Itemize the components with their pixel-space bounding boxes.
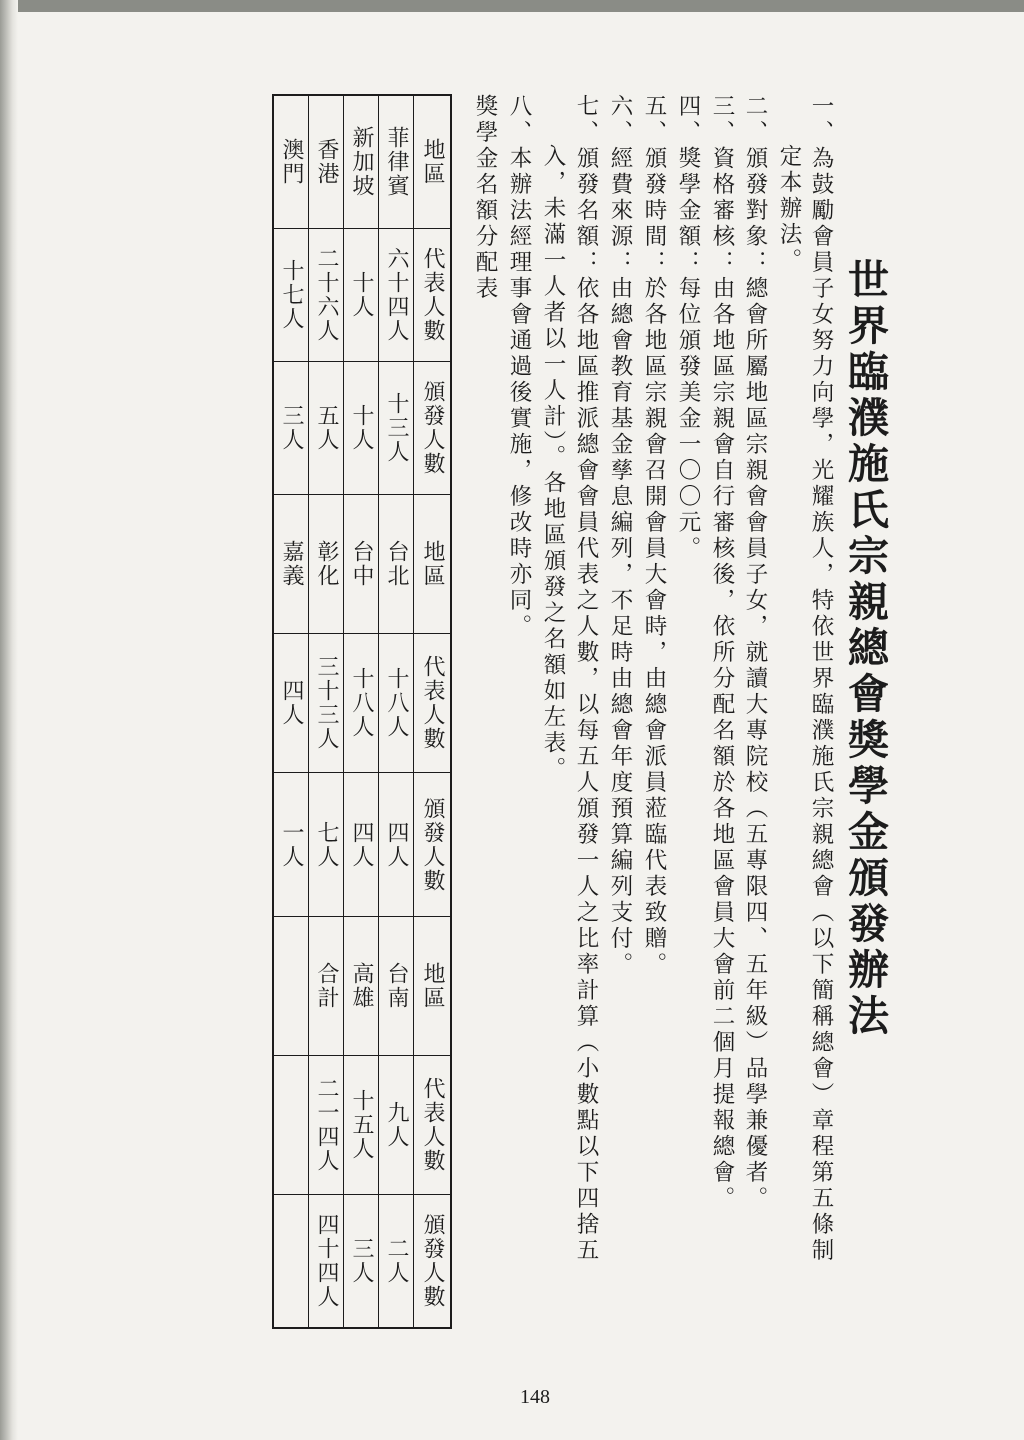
table-cell: 十八人 [344, 634, 379, 773]
table-cell: 嘉義 [273, 495, 309, 634]
table-cell: 十八人 [379, 634, 414, 773]
table-cell: 合計 [309, 917, 344, 1056]
table-cell: 新加坡 [344, 95, 379, 229]
table-cell [273, 917, 309, 1056]
table-cell: 四人 [344, 773, 379, 917]
table-row [379, 95, 414, 1328]
page-title: 世界臨濮施氏宗親總會獎學金頒發辦法 [841, 258, 889, 1040]
table-row [344, 95, 379, 1328]
article-3: 三、資格審核：由各地區宗親會自行審核後，依所分配名額於各地區會員大會前二個月提報總會。 [709, 94, 735, 1212]
table-cell: 十人 [344, 229, 379, 362]
table-cell: 三人 [273, 362, 309, 495]
article-1-line-2: 定本辦法。 [776, 144, 802, 274]
scan-top-edge [0, 0, 1024, 12]
table-cell: 十三人 [379, 362, 414, 495]
table-header-cell: 地區 [414, 95, 452, 229]
table-cell: 三十三人 [309, 634, 344, 773]
table-cell: 台南 [379, 917, 414, 1056]
table-cell: 二一四人 [309, 1056, 344, 1195]
table-cell: 四人 [379, 773, 414, 917]
table-cell [273, 1195, 309, 1329]
allocation-table [272, 94, 452, 1329]
table-header-cell: 代表人數 [414, 229, 452, 362]
table-cell: 一人 [273, 773, 309, 917]
article-2: 二、頒發對象：總會所屬地區宗親會會員子女，就讀大專院校（五專限四、五年級）品學兼優者。 [742, 94, 768, 1212]
table-cell: 二十六人 [309, 229, 344, 362]
table-cell: 九人 [379, 1056, 414, 1195]
table-header-cell: 代表人數 [414, 1056, 452, 1195]
table-cell: 台北 [379, 495, 414, 634]
table-header-cell: 頒發人數 [414, 773, 452, 917]
article-4: 四、獎學金額：每位頒發美金一〇〇元。 [675, 94, 701, 562]
article-6: 六、經費來源：由總會教育基金孳息編列，不足時由總會年度預算編列支付。 [607, 94, 633, 978]
table-header-cell: 代表人數 [414, 634, 452, 773]
table-header-cell: 頒發人數 [414, 362, 452, 495]
book-spine-shadow [0, 0, 18, 1440]
table-caption: 獎學金名額分配表 [472, 94, 498, 302]
article-7-line-1: 七、頒發名額：依各地區推派總會會員代表之人數，以每五人頒發一人之比率計算（小數點以下四捨五 [573, 94, 599, 1264]
table-cell: 高雄 [344, 917, 379, 1056]
table-cell: 三人 [344, 1195, 379, 1329]
table-cell: 台中 [344, 495, 379, 634]
table-cell: 澳門 [273, 95, 309, 229]
table-cell: 十人 [344, 362, 379, 495]
table-cell: 四人 [273, 634, 309, 773]
table-header-cell: 地區 [414, 495, 452, 634]
table-cell: 二人 [379, 1195, 414, 1329]
article-8: 八、本辦法經理事會通過後實施，修改時亦同。 [506, 94, 532, 640]
table-cell: 四十四人 [309, 1195, 344, 1329]
table-cell: 十五人 [344, 1056, 379, 1195]
page-number: 148 [520, 1386, 550, 1408]
article-7-line-2: 入，未滿一人者以一人計）。各地區頒發之名額如左表。 [540, 144, 566, 783]
table-header-cell: 頒發人數 [414, 1195, 452, 1329]
table-cell: 十七人 [273, 229, 309, 362]
table-cell: 菲律賓 [379, 95, 414, 229]
table-header-row [414, 95, 452, 1328]
table-cell: 七人 [309, 773, 344, 917]
article-1-line-1: 一、為鼓勵會員子女努力向學，光耀族人，特依世界臨濮施氏宗親總會（以下簡稱總會）章程第五條制 [808, 94, 834, 1264]
table-cell: 六十四人 [379, 229, 414, 362]
table-cell: 彰化 [309, 495, 344, 634]
table-row [273, 95, 309, 1328]
table-cell: 香港 [309, 95, 344, 229]
article-5: 五、頒發時間：於各地區宗親會召開會員大會時，由總會派員蒞臨代表致贈。 [641, 94, 667, 978]
table-row [309, 95, 344, 1328]
table-cell: 五人 [309, 362, 344, 495]
table-header-cell: 地區 [414, 917, 452, 1056]
table-cell [273, 1056, 309, 1195]
